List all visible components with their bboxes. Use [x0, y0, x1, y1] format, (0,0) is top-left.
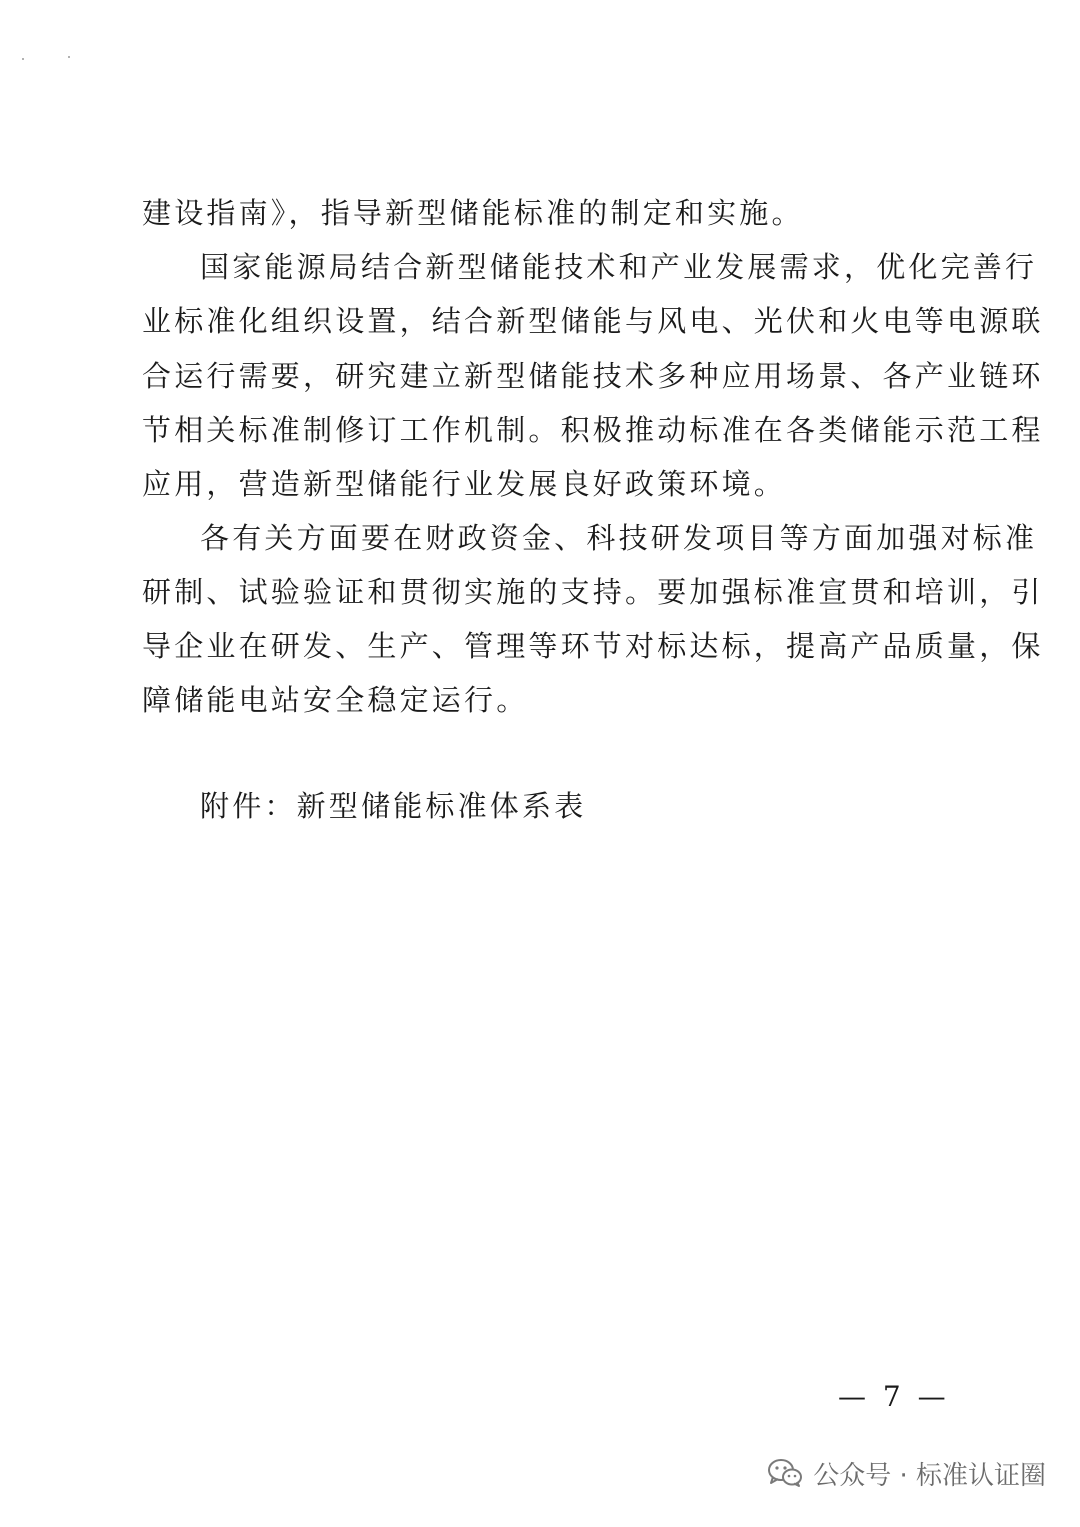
watermark-text: 公众号 · 标准认证圈 [813, 1460, 1046, 1491]
body-line-7: 各有关方面要在财政资金、科技研发项目等方面加强对标准 [200, 521, 1038, 555]
body-line-2: 国家能源局结合新型储能技术和产业发展需求，优化完善行 [200, 250, 1038, 284]
page-number: — 7 — [838, 1380, 950, 1413]
body-line-1: 建设指南》，指导新型储能标准的制定和实施。 [142, 196, 804, 230]
attachment-line: 附件：新型储能标准体系表 [200, 789, 587, 823]
body-line-8: 研制、试验验证和贯彻实施的支持。要加强标准宣贯和培训，引 [142, 575, 1044, 609]
body-line-3: 业标准化组织设置，结合新型储能与风电、光伏和火电等电源联 [142, 304, 1044, 338]
watermark [767, 1453, 1046, 1493]
body-line-10: 障储能电站安全稳定运行。 [142, 683, 529, 717]
body-line-9: 导企业在研发、生产、管理等环节对标达标，提高产品质量，保 [142, 629, 1044, 663]
body-line-5: 节相关标准制修订工作机制。积极推动标准在各类储能示范工程 [142, 413, 1044, 447]
body-line-4: 合运行需要，研究建立新型储能技术多种应用场景、各产业链环 [142, 359, 1044, 393]
scan-speck [22, 58, 24, 60]
wechat-icon [767, 1458, 803, 1488]
scan-speck [68, 56, 70, 58]
body-line-6: 应用，营造新型储能行业发展良好政策环境。 [142, 467, 787, 501]
